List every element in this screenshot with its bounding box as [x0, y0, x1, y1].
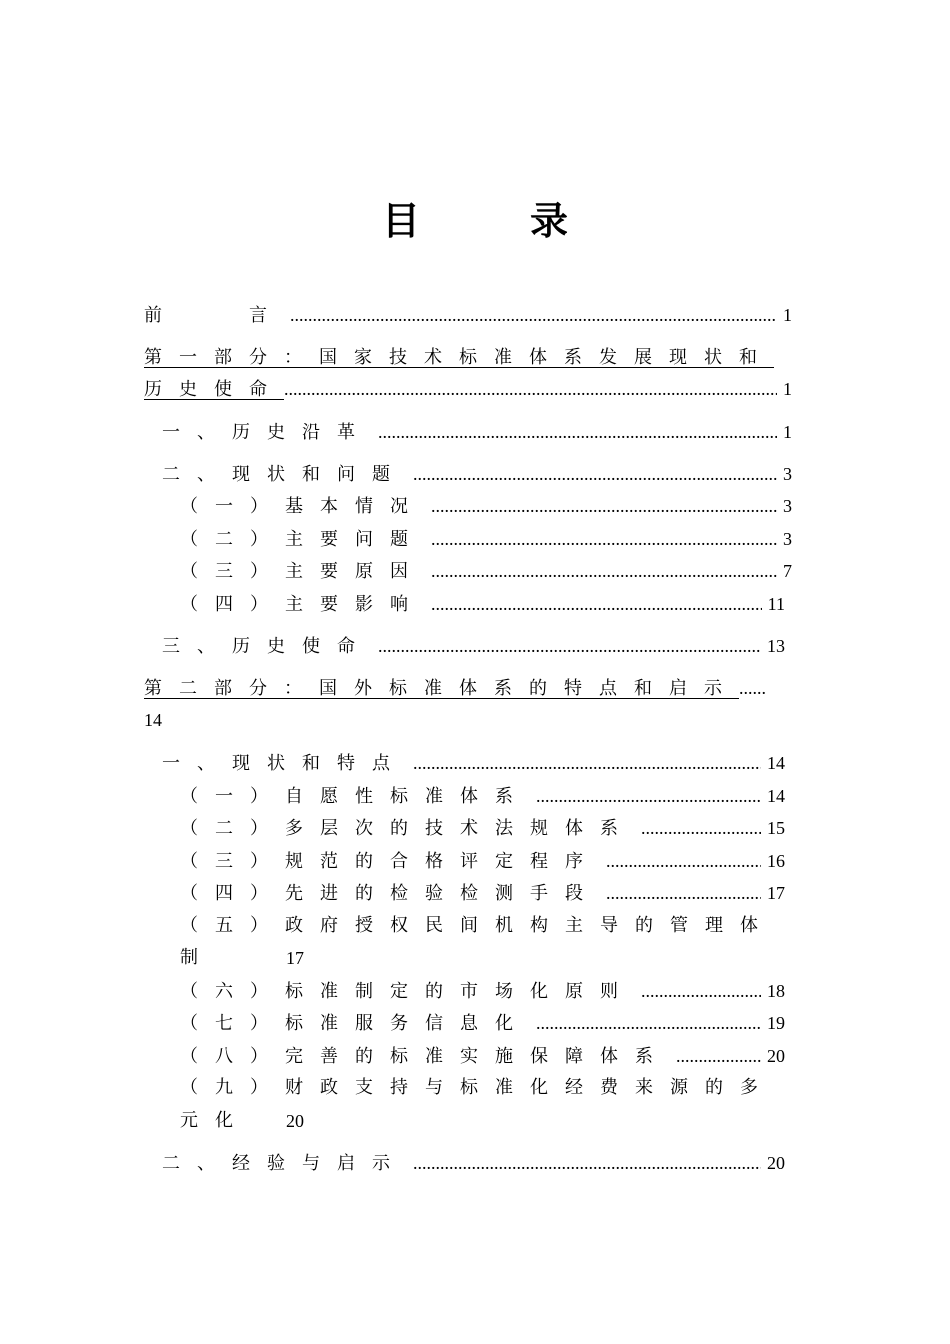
toc-page-number: 14 [767, 786, 785, 806]
toc-entry-p2-s1-1[interactable] [180, 781, 785, 811]
toc-page-number: 20 [767, 1153, 785, 1173]
leader-dots [641, 976, 761, 1006]
toc-page-number: 13 [767, 636, 785, 656]
leader-dots [431, 491, 777, 521]
toc-entry-label: 一、现状和特点 [162, 753, 407, 774]
toc-part1-line1[interactable]: 第一部分：国家技术标准体系发展现状和 [144, 347, 774, 368]
toc-entry-p1-s1[interactable] [162, 417, 792, 447]
toc-entry-label: （二）主要问题 [180, 529, 425, 550]
toc-page-number: 16 [767, 851, 785, 871]
toc-page-number: 11 [767, 594, 785, 614]
toc-page-number: 3 [783, 529, 792, 549]
toc-entry-p2-s2[interactable] [162, 1148, 785, 1178]
toc-entry-p1-s3[interactable] [162, 631, 785, 661]
toc-entry-label: （四）先进的检验检测手段 [180, 883, 600, 904]
toc-entry-label: （一）基本情况 [180, 496, 425, 517]
toc-entry-p2-s1[interactable] [162, 748, 785, 778]
toc-entry-label: 前 言 [144, 305, 284, 326]
leader-dots [290, 300, 777, 330]
leader-dots [284, 374, 777, 404]
toc-page-number: 18 [767, 981, 785, 1001]
toc-entry-p2-s1-5-line1[interactable]: （五）政府授权民间机构主导的管理体 [180, 915, 775, 936]
leader-dots [378, 417, 777, 447]
toc-entry-label: 一、历史沿革 [162, 422, 372, 443]
toc-page-number: 17 [286, 948, 304, 968]
toc-entry-p1-s2-4[interactable] [180, 589, 785, 619]
toc-page-number: 3 [783, 464, 792, 484]
toc-page-number: 17 [767, 883, 785, 903]
toc-entry-label: （七）标准服务信息化 [180, 1013, 530, 1034]
toc-entry-p1-s2-3[interactable] [180, 556, 792, 586]
toc-entry-p2-s1-7[interactable] [180, 1008, 785, 1038]
page-title: 目 录 [381, 199, 604, 243]
toc-entry-p1-s2-2[interactable] [180, 524, 792, 554]
toc-page-number: 7 [783, 561, 792, 581]
toc-page-number: 15 [767, 818, 785, 838]
leader-dots [536, 1008, 761, 1038]
toc-entry-part2[interactable] [144, 673, 766, 704]
toc-page-number: 1 [783, 422, 792, 442]
toc-page-number: 19 [767, 1013, 785, 1033]
toc-entry-label: （八）完善的标准实施保障体系 [180, 1046, 670, 1067]
toc-entry-preface[interactable] [144, 300, 792, 330]
toc-entry-part1[interactable] [144, 374, 792, 404]
toc-page-number: 14 [144, 710, 162, 730]
toc-entry-p2-s1-8[interactable] [180, 1041, 785, 1071]
toc-entry-p2-s1-9-line1[interactable]: （九）财政支持与标准化经费来源的多 [180, 1077, 775, 1098]
toc-entry-label: 三、历史使命 [162, 636, 372, 657]
leader-dots [413, 748, 761, 778]
toc-page-number: 3 [783, 496, 792, 516]
leader-dots [378, 631, 761, 661]
toc-page-number: 20 [286, 1111, 304, 1131]
toc-entry-label: （三）主要原因 [180, 561, 425, 582]
toc-entry-p2-s1-3[interactable] [180, 846, 785, 876]
leader-dots [606, 878, 761, 908]
leader-dots [431, 556, 777, 586]
toc-entry-p2-s1-6[interactable] [180, 976, 785, 1006]
toc-entry-p2-s1-5-line2[interactable]: 制 [180, 947, 198, 968]
toc-entry-label: （四）主要影响 [180, 594, 425, 615]
leader-dots [431, 589, 762, 619]
toc-page-number: 1 [783, 305, 792, 325]
leader-dots: ...... [739, 678, 766, 698]
toc-entry-label: 二、经验与启示 [162, 1153, 407, 1174]
toc-page-number: 1 [783, 379, 792, 399]
toc-entry-p1-s2-1[interactable] [180, 491, 792, 521]
toc-entry-p2-s1-2[interactable] [180, 813, 785, 843]
leader-dots [413, 1148, 761, 1178]
leader-dots [641, 813, 761, 843]
toc-entry-label: 第二部分：国外标准体系的特点和启示 [144, 678, 739, 699]
toc-entry-p2-s1-4[interactable] [180, 878, 785, 908]
toc-entry-label: 历史使命 [144, 379, 284, 400]
leader-dots [676, 1041, 761, 1071]
leader-dots [431, 524, 777, 554]
leader-dots [606, 846, 761, 876]
toc-entry-p2-s1-9-line2[interactable]: 元化 [180, 1110, 250, 1131]
toc-page-number: 20 [767, 1046, 785, 1066]
leader-dots [413, 459, 777, 489]
toc-entry-label: （三）规范的合格评定程序 [180, 851, 600, 872]
toc-entry-p1-s2[interactable] [162, 459, 792, 489]
toc-entry-label: 二、现状和问题 [162, 464, 407, 485]
toc-entry-label: （二）多层次的技术法规体系 [180, 818, 635, 839]
leader-dots [536, 781, 761, 811]
toc-entry-label: （一）自愿性标准体系 [180, 786, 530, 807]
toc-entry-label: （六）标准制定的市场化原则 [180, 981, 635, 1002]
toc-page-number: 14 [767, 753, 785, 773]
